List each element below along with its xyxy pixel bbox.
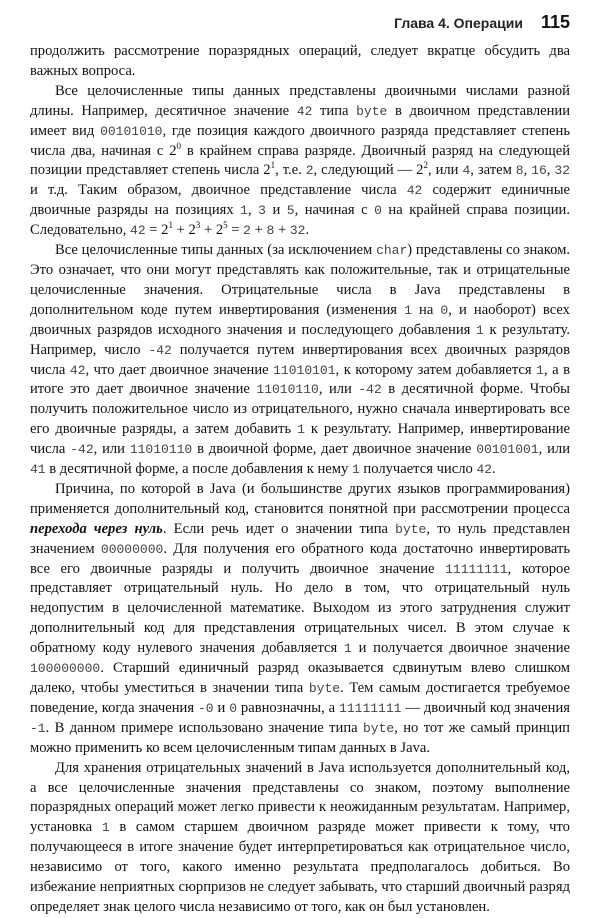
text-run: , и наоборот) всех двоичных разрядов исходного значения и последующего добавления: [30, 301, 570, 338]
code-literal: 16: [531, 163, 547, 179]
text-run: , которое представляет отрицательный нуль. Но дело в том, что отрицательный нуль недопустим в целочисленной математике. Выходом из этого затруднения служит дополнительный код для представления отрицательных чисел. В этом случае к обратному коду нулевого значения добавляется: [30, 560, 570, 657]
code-literal: 11010110: [129, 442, 193, 458]
text-run: , а в итоге это дает двоичное значение: [30, 361, 570, 398]
code-literal: 0: [229, 700, 238, 716]
code-literal: 00101001: [476, 442, 539, 458]
code-literal: 1: [351, 462, 360, 478]
text-run: ,: [523, 162, 532, 179]
code-literal: 2: [243, 223, 251, 239]
code-literal: 42: [69, 362, 86, 378]
text-run: получается число: [359, 461, 477, 478]
paragraph-zero-crossing: [30, 480, 570, 759]
paragraph-twos-complement: [30, 241, 570, 480]
code-literal: 0: [440, 302, 449, 318]
code-literal: 3: [258, 203, 266, 219]
code-literal: 0: [374, 203, 382, 219]
code-literal: -0: [197, 700, 214, 716]
text-run: + 2: [200, 222, 224, 239]
page-number: 115: [540, 12, 570, 32]
emphasis-term: перехода через нуль: [30, 520, 163, 537]
code-literal: 32: [289, 223, 306, 239]
text-run: , к которому затем добавляется: [335, 361, 537, 378]
superscript: 1: [270, 160, 276, 171]
text-run: в крайнем справа разряде. Двоичный разряд на следующей позиции представляет степень числа 2: [30, 142, 571, 179]
code-literal: 1: [101, 820, 110, 836]
text-run: Для хранения отрицательных значений в Java используется дополнительный код, а все целочисленные значения представлены со знаком, поэтому выполнение поразрядных операций может легко привести к неожиданным результатам. Например, установка: [30, 759, 570, 836]
code-literal: 1: [297, 422, 305, 438]
body-text: [30, 42, 570, 918]
text-run: . Старший единичный разряд оказывается сдвинутым влево слишком далеко, чтобы уместиться в значении типа: [30, 660, 570, 696]
text-run: , или: [538, 441, 571, 458]
text-run: , или: [318, 381, 359, 398]
code-literal: 100000000: [30, 661, 101, 677]
text-run: на: [411, 301, 441, 318]
text-run: +: [274, 222, 290, 239]
text-run: , или: [427, 162, 463, 179]
text-run: , следующий — 2: [313, 162, 424, 179]
code-literal: 00101010: [100, 123, 163, 139]
chapter-title: Глава 4. Операции: [394, 15, 523, 31]
code-literal: byte: [363, 720, 395, 736]
code-literal: 42: [476, 462, 493, 478]
superscript: 1: [168, 220, 173, 231]
code-literal: 11111111: [339, 700, 402, 716]
code-literal: 00000000: [100, 541, 164, 557]
text-run: , затем: [470, 162, 516, 179]
text-run: , то нуль представлен значением: [30, 520, 571, 557]
text-run: , что дает двоичное значение: [85, 361, 274, 378]
text-run: + 2: [172, 222, 196, 239]
text-run: . В данном примере использовано значение типа: [45, 719, 363, 736]
text-run: и т.д. Таким образом, двоичное представление числа: [30, 182, 407, 199]
text-run: в двоичной форме, дает двоичное значение: [192, 441, 477, 458]
text-run: =: [227, 222, 244, 239]
code-literal: 42: [406, 183, 423, 199]
code-literal: 42: [130, 223, 146, 239]
code-literal: 2: [305, 163, 314, 179]
text-run: , но тот же самый принцип можно применить ко всем целочисленным типам данных в Java.: [30, 719, 570, 756]
text-run: ) представлены со знаком. Это означает, что они могут представлять как положительные, так и отрицательные целочисленные значения. Отрицательные числа в Java представлены в дополнительном коде путем инвертирования (изменения: [30, 242, 570, 318]
code-literal: byte: [308, 681, 341, 696]
text-run: = 2: [145, 222, 169, 239]
code-literal: 1: [240, 203, 248, 219]
code-literal: -1: [30, 720, 46, 736]
text-run: Причина, по которой в Java (и большинстве других языков программирования) применяется дополнительный код, становится понятной при рассмотрении процесса: [30, 480, 570, 517]
code-literal: 42: [296, 103, 313, 119]
text-run: , т.е.: [275, 162, 306, 179]
code-literal: 32: [554, 163, 571, 179]
text-run: равнозначны, а: [237, 699, 340, 716]
text-run: в десятичной форме. Чтобы получить положительное число из отрицательного, нужно сначала инвертировать все его двоичные разряды, а затем добавить: [30, 381, 570, 438]
superscript: 5: [223, 220, 228, 231]
superscript: 2: [423, 160, 428, 171]
text-run: .: [305, 222, 310, 239]
paragraph-binary-representation: [30, 82, 570, 241]
code-literal: 41: [30, 462, 46, 478]
code-literal: 11010101: [273, 362, 336, 378]
text-run: +: [250, 222, 267, 239]
code-literal: 5: [286, 203, 295, 219]
text-run: в десятичной форме, а после добавления к нему: [45, 461, 352, 478]
text-run: Все целочисленные типы данных представлены двоичными числами разной длины. Например, десятичное значение: [30, 82, 570, 119]
text-run: . Тем самым достигается требуемое поведение, когда значения: [30, 680, 570, 716]
code-literal: -42: [70, 442, 94, 458]
text-run: ,: [546, 162, 555, 179]
text-run: в самом старшем двоичном разряде может привести к тому, что получающееся в итоге значение будет интерпретироваться как отрицательное число, независимо от того, какого именно результата предполагалось добиться. Во избежание неприятных сюрпризов не следует забывать, что старший двоичный разряд определяет знак целого числа независимо от того, как он был установлен.: [30, 819, 570, 915]
text-run: на крайней справа позиции. Следовательно,: [30, 202, 570, 239]
text-run: . Если речь идет о значении типа: [162, 520, 396, 537]
text-run: . Для получения его обратного кода достаточно инвертировать все его двоичные разряды и получить двоичное значение: [30, 540, 571, 577]
code-literal: 11111111: [445, 561, 508, 577]
text-run: типа: [312, 102, 357, 119]
code-literal: 1: [404, 302, 412, 318]
text-run: , где позиция каждого двоичного разряда представляет степень числа два, начиная с 2: [30, 122, 570, 159]
superscript: 3: [195, 220, 201, 231]
paragraph-continuation: [30, 42, 570, 82]
code-literal: 1: [536, 362, 544, 378]
code-literal: 11010110: [256, 382, 319, 398]
superscript: 0: [176, 140, 182, 151]
text-run: к результату. Например, инвертирование числа: [30, 421, 570, 458]
text-run: и: [213, 699, 230, 716]
code-literal: -42: [148, 342, 172, 358]
text-run: Все целочисленные типы данных (за исключением: [55, 242, 377, 259]
text-run: содержит единичные двоичные разряды на позициях: [30, 182, 570, 219]
text-run: и: [265, 202, 287, 219]
code-literal: -42: [358, 382, 382, 398]
text-run: .: [492, 461, 496, 478]
paragraph-sign-bit: [30, 759, 570, 918]
code-literal: 4: [462, 163, 471, 179]
text-run: , или: [93, 441, 130, 458]
code-literal: 8: [266, 223, 275, 239]
code-literal: 1: [476, 322, 484, 338]
code-literal: byte: [356, 103, 388, 119]
text-run: получается путем инвертирования всех двоичных разрядов числа: [30, 341, 570, 378]
text-run: продолжить рассмотрение поразрядных операций, следует вкратце обсудить два важных вопроса.: [30, 43, 570, 79]
text-run: ,: [247, 202, 259, 219]
text-run: и получается двоичное значение: [351, 640, 571, 657]
text-run: , начиная с: [294, 202, 375, 219]
running-header: [30, 12, 570, 36]
code-literal: 1: [344, 641, 352, 657]
code-literal: byte: [395, 521, 427, 537]
text-run: — двоичный код значения: [401, 699, 571, 716]
text-run: к результату. Например, число: [30, 321, 570, 358]
text-run: в двоичном представлении имеет вид: [30, 102, 571, 139]
code-literal: char: [376, 243, 408, 259]
code-literal: 8: [515, 163, 524, 179]
